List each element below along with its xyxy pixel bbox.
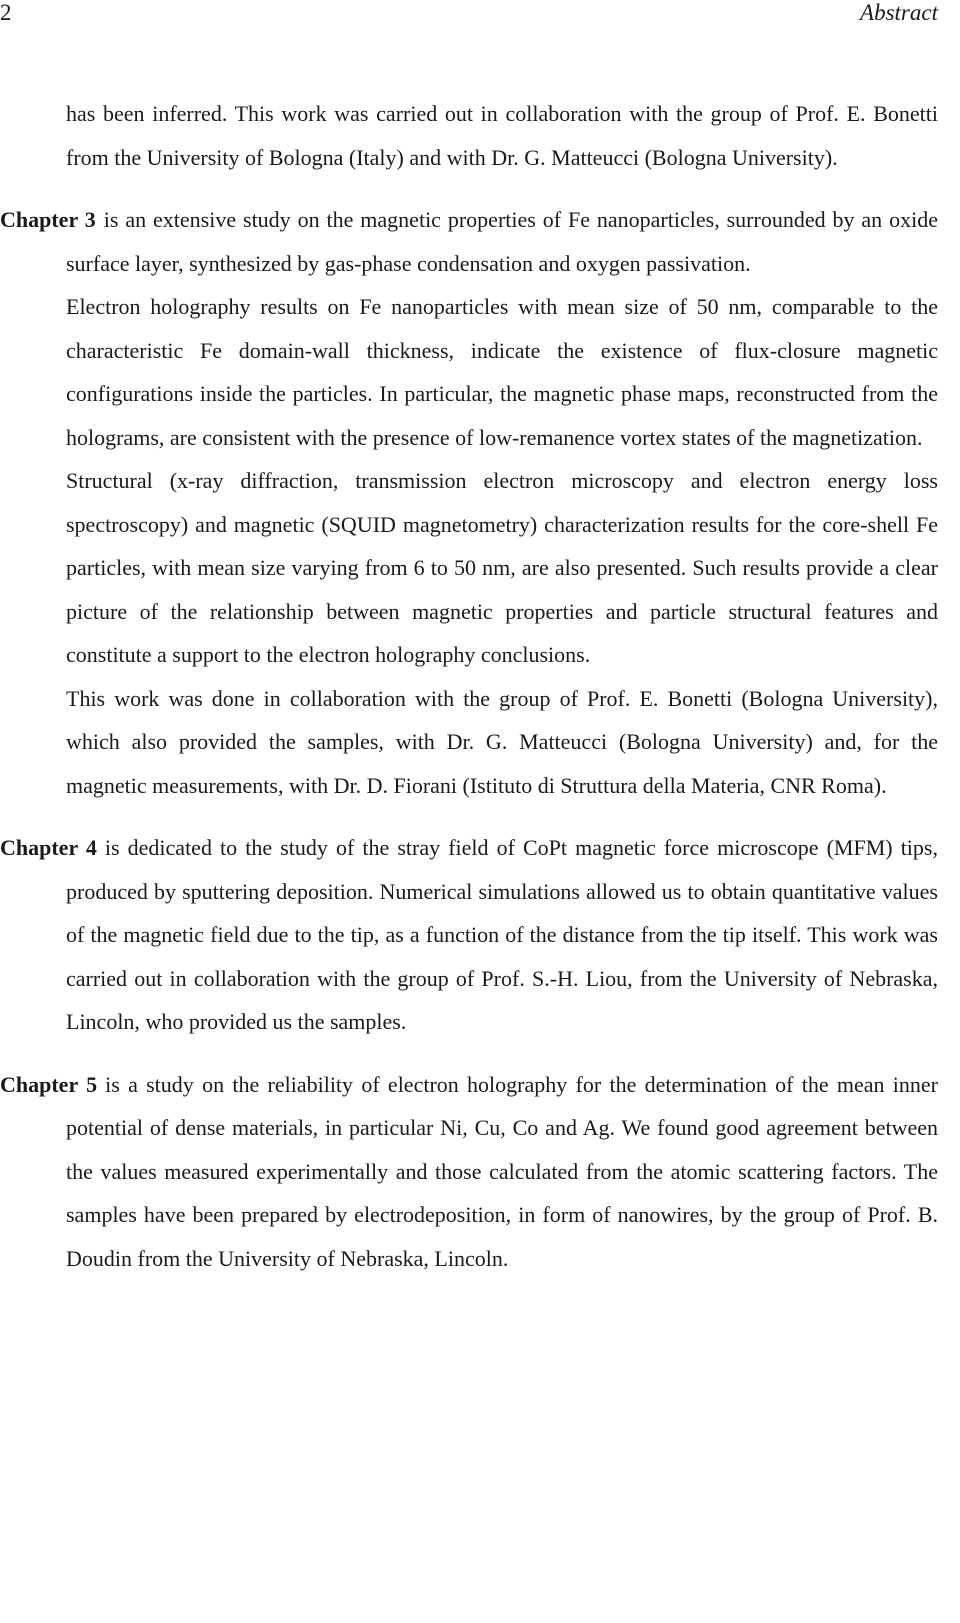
- chapter-3-intro: is an extensive study on the magnetic properties of Fe nanoparticles, surrounded by an oxide surface layer, synthesized by gas-phase condensation and oxygen passivation.: [66, 207, 938, 276]
- chapter-3-structural-paragraph: Structural (x-ray diffraction, transmission electron microscopy and electron energy loss spectroscopy) and magnetic (SQUID magnetometry) characterization results for the core-shell Fe particles, with mean size varying from 6 to 50 nm, are also presented. Such results provide a clear picture of the relationship between magnetic properties and particle structural features and constitute a support to the electron holography conclusions.: [66, 468, 938, 667]
- continuation-paragraph: has been inferred. This work was carried out in collaboration with the group of Prof. E. Bonetti from the University of Bologna (Italy) and with Dr. G. Matteucci (Bologna University).: [66, 101, 938, 170]
- chapter-5-label: Chapter 5: [0, 1071, 98, 1097]
- chapter-3-label: Chapter 3: [0, 207, 96, 232]
- chapter-4-paragraph: [0, 826, 956, 1044]
- chapter-3-holography-paragraph: Electron holography results on Fe nanoparticles with mean size of 50 nm, comparable to the characteristic Fe domain-wall thickness, indicate the existence of flux-closure magnetic configurations inside the particles. In particular, the magnetic phase maps, reconstructed from the holograms, are consistent with the presence of low-remanence vortex states of the magnetization.: [66, 294, 938, 450]
- body-text: [0, 92, 956, 1280]
- chapter-3-paragraph: [0, 198, 956, 285]
- running-head: Abstract: [860, 0, 938, 25]
- chapter-3-collaboration-paragraph: This work was done in collaboration with the group of Prof. E. Bonetti (Bologna University), which also provided the samples, with Dr. G. Matteucci (Bologna University) and, for the magnetic measurements, with Dr. D. Fiorani (Istituto di Struttura della Materia, CNR Roma).: [66, 685, 938, 798]
- chapter-5-text: is a study on the reliability of electron holography for the determination of the mean inner potential of dense materials, in particular Ni, Cu, Co and Ag. We found good agreement between the values measured experimentally and those calculated from the atomic scattering factors. The samples have been prepared by electrodeposition, in form of nanowires, by the group of Prof. B. Doudin from the University of Nebraska, Lincoln.: [66, 1071, 938, 1271]
- page-number: 2: [0, 0, 12, 25]
- chapter-5-paragraph: [0, 1063, 956, 1281]
- chapter-4-label: Chapter 4: [0, 835, 97, 860]
- chapter-4-text: is dedicated to the study of the stray field of CoPt magnetic force microscope (MFM) tips, produced by sputtering deposition. Numerical simulations allowed us to obtain quantitative values of the magnetic field due to the tip, as a function of the distance from the tip itself. This work was carried out in collaboration with the group of Prof. S.-H. Liou, from the University of Nebraska, Lincoln, who provided us the samples.: [66, 835, 938, 1034]
